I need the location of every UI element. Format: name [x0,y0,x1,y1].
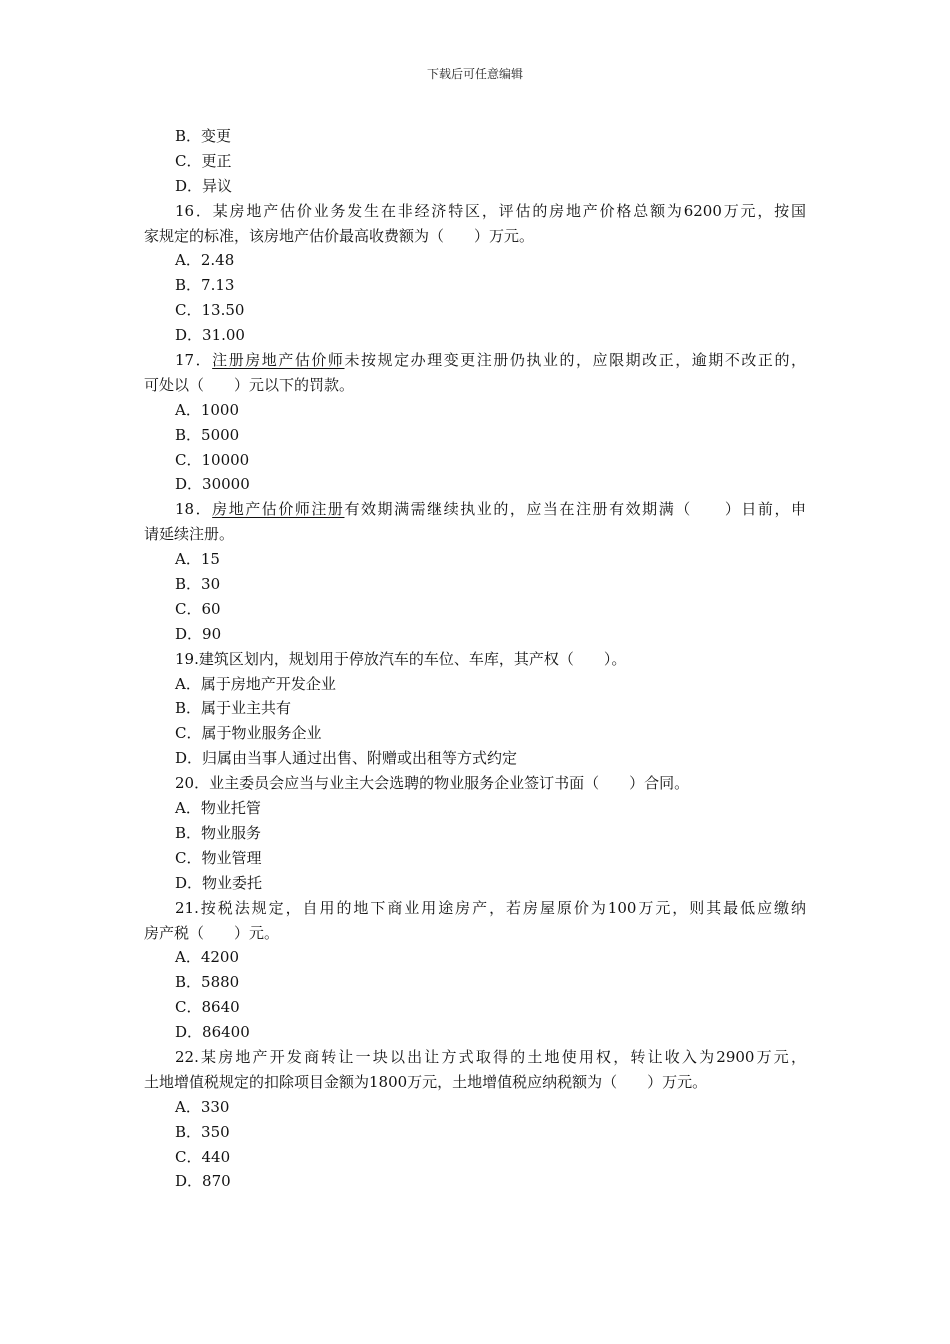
q16-option-b: B．7.13 [175,276,235,295]
q18-option-d: D．90 [175,624,222,643]
option-b-prev: B．变更 [175,127,232,145]
q17-option-b: B．5000 [175,425,240,444]
q18-option-b: B．30 [175,575,221,594]
option-d-prev: D．异议 [175,176,233,195]
q18-option-c: C．60 [175,599,221,618]
q19-option-c: C．属于物业服务企业 [175,724,322,743]
question-18-number: 18． [175,500,213,519]
question-19-line1: 19.建筑区划内，规划用于停放汽车的车位、车库，其产权（ ）。 [175,649,627,668]
question-16-line2: 家规定的标准，该房地产估价最高收费额为（ ）万元。 [144,226,535,245]
question-18-underlined-term: 房地产估价师注册 [212,500,345,519]
question-21-line1: 21.按税法规定，自用的地下商业用途房产，若房屋原价为100万元，则其最低应缴纳 [175,898,806,917]
q21-option-c: C．8640 [175,998,240,1017]
q19-option-d: D．归属由当事人通过出售、附赠或出租等方式约定 [175,749,518,768]
question-21-line2: 房产税（ ）元。 [144,923,280,942]
q21-option-a: A．4200 [175,948,240,967]
q20-option-c: C．物业管理 [175,848,262,867]
question-17-line1 [144,348,806,373]
question-17-text: 未按规定办理变更注册仍执业的，应限期改正，逾期不改正的， [344,351,806,370]
q20-option-a: A．物业托管 [175,799,261,818]
q20-option-d: D．物业委托 [175,873,263,892]
question-17-underlined-term: 注册房地产估价师 [212,351,345,370]
q22-option-a: A．330 [175,1097,230,1116]
q21-option-b: B．5880 [175,973,240,992]
q21-option-d: D．86400 [175,1023,250,1042]
question-20-line1: 20．业主委员会应当与业主大会选聘的物业服务企业签订书面（ ）合同。 [175,774,690,793]
q17-option-c: C．10000 [175,450,250,469]
page-header: 下载后可任意编辑 [426,67,523,81]
q17-option-a: A．1000 [175,400,240,419]
q16-option-d: D．31.00 [175,326,245,345]
q22-option-c: C．440 [175,1147,231,1166]
q16-option-c: C．13.50 [175,301,245,320]
question-17-number: 17． [175,351,213,370]
q22-option-b: B．350 [175,1122,230,1141]
q19-option-b: B．属于业主共有 [175,699,292,718]
q17-option-d: D．30000 [175,475,250,494]
q22-option-d: D．870 [175,1172,231,1191]
question-16-line1: 16．某房地产估价业务发生在非经济特区，评估的房地产价格总额为6200万元，按国 [175,201,806,220]
q19-option-a: A．属于房地产开发企业 [175,674,336,693]
question-17-line2: 可处以（ ）元以下的罚款。 [144,375,355,394]
option-c-prev: C．更正 [175,151,232,170]
question-18-line1 [144,497,806,522]
q16-option-a: A．2.48 [175,251,235,270]
question-18-line2: 请延续注册。 [144,525,235,544]
q20-option-b: B．物业服务 [175,823,262,842]
question-22-line1: 22.某房地产开发商转让一块以出让方式取得的土地使用权，转让收入为2900万元， [175,1047,806,1066]
question-18-text: 有效期满需继续执业的，应当在注册有效期满（ ）日前，申 [344,500,806,519]
q18-option-a: A．15 [175,550,220,569]
question-22-line2: 土地增值税规定的扣除项目金额为1800万元，土地增值税应纳税额为（ ）万元。 [144,1072,708,1091]
document-body [144,124,806,1194]
